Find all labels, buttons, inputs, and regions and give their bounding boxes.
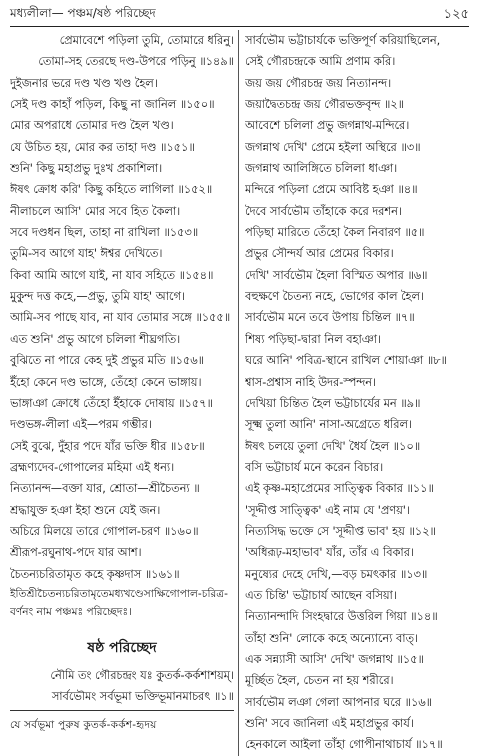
verse-line: মনুষ্যের দেহে দেখি,—বড় চমৎকার ॥১৩॥ [245,567,428,581]
verse-line: আমি-সব পাছে যাব, না যাব তোমার সঙ্গে ॥১৫৫॥ [10,311,231,325]
chapter-heading: ষষ্ঠ পরিচ্ছেদ [87,639,157,656]
verse-line: মূর্চ্ছিত হৈল, চেতন না হয় শরীরে। [245,674,394,688]
right-column [239,30,469,756]
verse-divider [10,710,234,711]
verse-line: জয় জয় গৌরচন্দ্র জয় নিত্যানন্দ। [245,76,392,90]
verse-line: সার্বভৌমং সর্বভূমা ভক্তিভূমানমাচরৎ ॥১॥ [51,690,234,704]
verse-line: শুনি' সবে জানিলা এই মহাপ্রভুর কার্য। [245,717,414,730]
verse-line: ঘরে আনি' পবিত্র-স্থানে রাখিল শোয়াঞা ॥৮॥ [245,354,447,368]
verse-line: যে উচিত হয়, মোর কর তাহা দণ্ড ॥১৫১॥ [10,140,195,154]
running-title: মধ্যলীলা— পঞ্চম/ষষ্ঠ পরিচ্ছেদ [10,6,156,20]
verse-line: প্রভুর সৌন্দর্য আর প্রেমের বিকার। [245,247,394,261]
verse-line: সূক্ষ্ম তুলা আনি' নাসা-অগ্রেতে ধরিল। [245,418,412,432]
verse-line: মন্দিরে পড়িলা প্রেমে আবিষ্ট হঞা ॥৪॥ [245,183,418,197]
verse-line: বসি ভট্টাচার্য মনে করেন বিচার। [245,460,384,474]
verse-line: এত চিন্তি' ভট্টাচার্য আছেন বসিয়া। [245,588,397,602]
verse-line: জয়াদ্বৈতচন্দ্র জয় গৌরভক্তবৃন্দ ॥২॥ [245,98,405,112]
verse-line: জগন্নাথ দেখি' প্রেমে হইলা অস্থিরে ॥৩॥ [245,140,421,154]
sanskrit-verse-block [10,665,234,736]
page-number: ১২৫ [443,6,469,22]
verse-line: আবেশে চলিলা প্রভু জগন্নাথ-মন্দিরে। [245,119,410,133]
verse-line: মোর অপরাধে তোমার দণ্ড হৈল খণ্ড। [10,119,174,133]
verse-line: 'সূদ্দীপ্ত সাত্ত্বিক' এই নাম যে 'প্রণয়'। [245,503,410,517]
verse-line: নীলাচলে আসি' মোর সবে হিত কৈলা। [10,204,181,218]
verse-line: তাঁহা শুনি' লোকে কহে অন্যোন্যে বাত্। [245,631,419,645]
verse-line: অচিরে মিলয়ে তারে গোপাল-চরণ ॥১৬০॥ [10,524,199,538]
verse-line: নৌমি তং গৌরচন্দ্রং যঃ কুতর্ক-কর্কশাশয়ম্। [50,668,234,682]
verse-line: বহুক্ষণে চৈতন্য নহে, ভোগের কাল হৈল। [245,290,424,304]
verse-line: দেখিয়া চিন্তিত হৈল ভট্টাচার্যের মন ॥৯॥ [245,396,421,410]
left-verse-block [10,30,234,585]
verse-line: ঈষৎ ক্রোধ করি' কিছু কহিতে লাগিলা ॥১৫২॥ [10,183,213,197]
verse-line: তোমা-সহ তেরছে দণ্ড-উপরে পড়িনু ॥১৪৯॥ [38,55,234,69]
verse-line: সবে দণ্ডধন ছিল, তাহা না রাখিলা ॥১৫৩॥ [10,226,199,240]
translation-line: যে সর্বভূমা পুরুষ কুতর্ক-কর্কশ-হৃদয় [10,718,157,731]
verse-line: পড়িছা মারিতে তেঁহো কৈল নিবারণ ॥৫॥ [245,226,425,240]
verse-line: দণ্ডভঙ্গ-লীলা এই—পরম গম্ভীর। [10,418,152,432]
left-column [10,30,239,756]
verse-line: দুইজনার ভরে দণ্ড খণ্ড খণ্ড হৈল। [10,76,158,90]
right-verse-block [245,30,469,756]
verse-line: সেই দণ্ড কাহাঁ পড়িল, কিছু না জানিল ॥১৫০॥ [10,98,215,112]
verse-line: ঈষৎ চলয়ে তুলা দেখি' ধৈর্য হৈল ॥১০॥ [245,439,421,453]
verse-line: কিবা আমি আগে যাই, না যাব সহিতে ॥১৫৪॥ [10,268,214,282]
verse-line: হেনকালে আইলা তাঁহা গোপীনাথাচার্য ॥১৭॥ [245,738,443,752]
page-header [10,4,469,27]
verse-line: শুনি' কিছু মহাপ্রভু দুঃখ প্রকাশিলা। [10,162,163,176]
verse-line: নিত্যসিদ্ধ ভক্তে সে 'সূদ্দীপ্ত ভাব' হয় ॥১২॥ [245,524,436,538]
verse-line: 'অধিরূঢ়-মহাভাব' যাঁর, তাঁর এ বিকার। [245,546,414,560]
verse-line: জগন্নাথ আলিঙ্গিতে চলিলা ধাঞা। [245,162,398,176]
verse-line: এত শুনি' প্রভু আগে চলিলা শীঘ্রগতি। [10,332,181,346]
verse-line: দেখি' সার্বভৌম হৈলা বিস্মিত অপার ॥৬॥ [245,268,428,282]
verse-line: ইঁহো কেনে দণ্ড ভাঙ্গে, তেঁহো কেনে ভাঙ্গায়। [10,375,202,389]
verse-line: সেই বুঝে, দুঁহার পদে যাঁর ভক্তি ধীর ॥১৫৮॥ [10,439,205,453]
verse-line: প্রেমাবেশে পড়িলা তুমি, তোমারে ধরিনু। [59,34,234,47]
verse-line: শিষ্য পড়িছা-দ্বারা নিল বহাঞা। [245,332,381,346]
verse-line: ভাঙ্গাঞা ক্রোধে তেঁহো ইঁহাকে দোষায় ॥১৫৭॥ [10,396,213,410]
verse-line: এক সন্ন্যাসী আসি' দেখি' জগন্নাথ ॥১৫॥ [245,652,424,666]
verse-line: ব্রহ্মণ্যদেব-গোপালের মহিমা এই ধন্য। [10,460,175,474]
verse-line: বুঝিতে না পারে কেহ দুই প্রভুর মতি ॥১৫৬॥ [10,354,205,368]
verse-line: চৈতন্যচরিতামৃত কহে কৃষ্ণদাস ॥১৬১॥ [10,567,180,581]
verse-line: দৈবে সার্বভৌম তাঁহাকে করে দরশন। [245,204,402,218]
verse-line: শ্বাস-প্রশ্বাস নাহি উদর-স্পন্দন। [245,375,377,389]
verse-line: শ্রীরূপ-রঘুনাথ-পদে যার আশ। [10,546,142,560]
chapter-colophon: ইতিশ্রীচৈতন্যচরিতামৃতেমধ্যখণ্ডেসাক্ষিগোপাল-চরিত্র-বর্ণনং নাম পঞ্চমঃ পরিচ্ছেদঃ। [10,587,228,618]
verse-line: সার্বভৌম লঞা গেলা আপনার ঘরে ॥১৬॥ [245,695,433,709]
verse-line: সেই গৌরচন্দ্রকে আমি প্রণাম করি। [245,55,396,69]
verse-line: সার্বভৌম মনে তবে উপায় চিন্তিল ॥৭॥ [245,311,415,325]
verse-line: এই কৃষ্ণ-মহাপ্রেমের সাত্ত্বিক বিকার ॥১১॥ [245,482,434,496]
verse-line: নিত্যানন্দ—বক্তা যার, শ্রোতা—শ্রীচৈতন্য ॥ [10,482,200,496]
verse-line: মুকুন্দ দত্ত কহে,—প্রভু, তুমি যাহ' আগে। [10,290,185,304]
text-columns [10,30,469,756]
verse-line: সার্বভৌম ভট্টাচার্যকে ভক্তিপূর্ণ করিয়াছিলেন, [245,34,441,47]
verse-line: নিত্যানন্দাদি সিংহদ্বারে উত্তরিল গিয়া ॥১৪॥ [245,610,438,624]
verse-line: শ্রদ্ধাযুক্ত হঞা ইহা শুনে যেই জন। [10,503,161,517]
verse-line: তুমি-সব আগে যাহ' ঈশ্বর দেখিতে। [10,247,163,261]
